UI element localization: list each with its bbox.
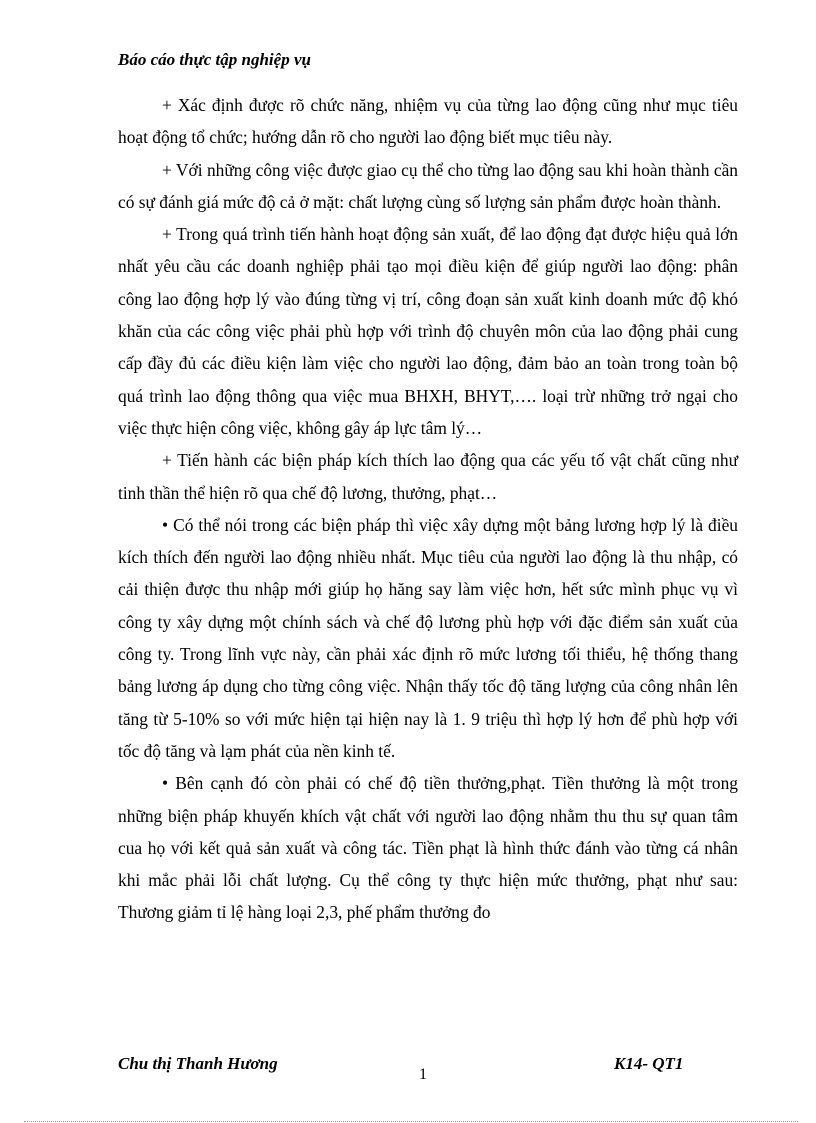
paragraph: + Tiến hành các biện pháp kích thích lao động qua các yếu tố vật chất cũng như tinh thần thể hiện rõ qua chế độ lương, thưởng, phạt… xyxy=(118,450,738,503)
paragraph: + Với những công việc được giao cụ thể cho từng lao động sau khi hoàn thành cần có sự đánh giá mức độ cả ở mặt: chất lượng cùng số lượng sản phẩm được hoàn thành. xyxy=(118,159,738,212)
page-number: 1 xyxy=(419,1066,427,1083)
paragraph: + Trong quá trình tiến hành hoạt động sản xuất, để lao động đạt được hiệu quả lớn nhất yêu cầu các doanh nghiệp phải tạo mọi điều kiện để giúp người lao động: phân công lao động hợp lý vào đúng từng vị trí, công đoạn sản xuất kinh doanh mức độ khó khăn của các công việc phải phù hợp với trình độ chuyên môn của lao động phải cung cấp đầy đủ các điều kiện làm việc cho người lao động, đảm bảo an toàn trong toàn bộ quá trình lao động thông qua việc mua BHXH, BHYT,…. loại trừ những trở ngại cho việc thực hiện công việc, không gây áp lực tâm lý… xyxy=(118,224,738,438)
page-break-divider xyxy=(24,1121,798,1122)
paragraph: • Có thể nói trong các biện pháp thì việc xây dựng một bảng lương hợp lý là điều kích thích đến người lao động nhiều nhất. Mục tiêu của người lao động là thu nhập, có cải thiện được thu nhập mới giúp họ hăng say làm việc hơn, hết sức mình phục vụ vì công ty xây dựng một chính sách và chế độ lương phù hợp với đặc điểm sản xuất của công ty. Trong lĩnh vực này, cần phải xác định rõ mức lương tối thiểu, hệ thống thang bảng lương áp dụng cho từng công việc. Nhận thấy tốc độ tăng lượng của công nhân lên tăng từ 5-10% so với mức hiện tại hiện nay là 1. 9 triệu thì hợp lý hơn để phù hợp với tốc độ tăng và lạm phát của nền kinh tế. xyxy=(118,514,738,761)
footer-class-code: K14- QT1 xyxy=(614,1054,684,1073)
footer-author: Chu thị Thanh Hương xyxy=(118,1054,278,1073)
document-body xyxy=(118,89,738,929)
paragraph: + Xác định được rõ chức năng, nhiệm vụ của từng lao động cũng như mục tiêu hoạt động tổ chức; hướng dẫn rõ cho người lao động biết mục tiêu này. xyxy=(118,95,738,148)
page-header-title: Báo cáo thực tập nghiệp vụ xyxy=(118,50,311,69)
paragraph: • Bên cạnh đó còn phải có chế độ tiền thưởng,phạt. Tiền thưởng là một trong những biện pháp khuyến khích vật chất với người lao động nhằm thu thu sự quan tâm cua họ với kết quả sản xuất và công tác. Tiền phạt là hình thức đánh vào từng cá nhân khi mắc phải lỗi chất lượng. Cụ thể công ty thực hiện mức thưởng, phạt như sau: Thương giảm tỉ lệ hàng loại 2,3, phế phẩm thưởng đo xyxy=(118,773,738,923)
